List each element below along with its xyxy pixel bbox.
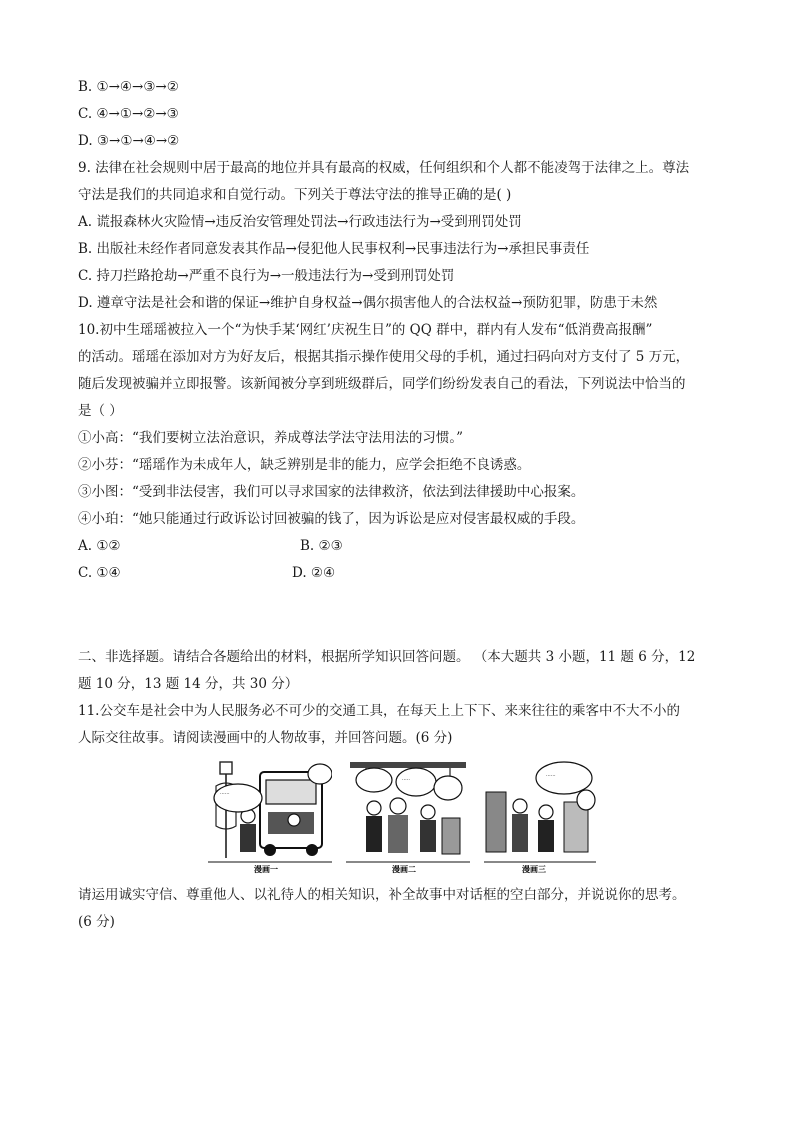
q9-stem-line2: 守法是我们的共同追求和自觉行动。下列关于尊法守法的推导正确的是( ) xyxy=(78,187,512,203)
q10-option-d: D. ②④ xyxy=(292,565,336,581)
comic-panel-3 xyxy=(484,758,596,876)
q9-stem-line1: 9. 法律在社会规则中居于最高的地位并具有最高的权威，任何组织和个人都不能凌驾于法律之上。尊法 xyxy=(78,160,690,176)
q9-option-a: A. 谎报森林火灾险情→违反治安管理处罚法→行政违法行为→受到刑罚处罚 xyxy=(78,214,522,230)
q11-task-line2: (6 分) xyxy=(78,914,115,930)
comic-panel-1 xyxy=(208,758,332,876)
comic-strip xyxy=(208,758,596,876)
q9-option-d: D. 遵章守法是社会和谐的保证→维护自身权益→偶尔损害他人的合法权益→预防犯罪，防患于未然 xyxy=(78,295,658,311)
q10-stem-line4: 是（ ） xyxy=(78,403,123,419)
q10-option-c: C. ①④ xyxy=(78,565,121,581)
q9-option-b: B. 出版社未经作者同意发表其作品→侵犯他人民事权利→民事违法行为→承担民事责任 xyxy=(78,241,590,257)
comic-caption-3: 漫画三 xyxy=(522,865,546,874)
comic-caption-2: 漫画二 xyxy=(392,865,416,874)
q10-stem-line2: 的活动。瑶瑶在添加对方为好友后，根据其指示操作使用父母的手机，通过扫码向对方支付了 5 万元， xyxy=(78,349,690,365)
q8-option-d: D. ③→①→④→② xyxy=(78,133,180,149)
q9-option-c: C. 持刀拦路抢劫→严重不良行为→一般违法行为→受到刑罚处罚 xyxy=(78,268,455,284)
q10-statement-1: ①小高：“我们要树立法治意识，养成尊法学法守法用法的习惯。” xyxy=(78,430,464,446)
comic-panel-2 xyxy=(346,758,470,876)
q10-option-a: A. ①② xyxy=(78,538,121,554)
svg-text:......: ...... xyxy=(546,772,556,778)
q10-statement-3: ③小图：“受到非法侵害，我们可以寻求国家的法律救济，依法到法律援助中心报案。 xyxy=(78,484,585,500)
q10-statement-4: ④小珀：“她只能通过行政诉讼讨回被骗的钱了，因为诉讼是应对侵害最权威的手段。 xyxy=(78,511,585,527)
q11-stem-line1: 11.公交车是社会中为人民服务必不可少的交通工具，在每天上上下下、来来往往的乘客中不大不小的 xyxy=(78,703,680,719)
q10-statement-2: ②小芬：“瑶瑶作为未成年人，缺乏辨别是非的能力，应学会拒绝不良诱惑。 xyxy=(78,457,531,473)
comic-caption-1: 漫画一 xyxy=(254,865,278,874)
svg-text:.....: ..... xyxy=(402,776,410,782)
section2-heading-line1: 二、非选择题。请结合各题给出的材料，根据所学知识回答问题。 （本大题共 3 小题，11 题 6 分，12 xyxy=(78,649,696,665)
svg-text:......: ...... xyxy=(220,790,230,796)
q10-stem-line1: 10.初中生瑶瑶被拉入一个“为快手某‘网红’庆祝生日”的 QQ 群中，群内有人发布“低消费高报酬” xyxy=(78,322,653,338)
q10-option-b: B. ②③ xyxy=(300,538,343,554)
q11-task-line1: 请运用诚实守信、尊重他人、以礼待人的相关知识，补全故事中对话框的空白部分，并说说你的思考。 xyxy=(78,887,686,903)
q8-option-c: C. ④→①→②→③ xyxy=(78,106,179,122)
q10-stem-line3: 随后发现被骗并立即报警。该新闻被分享到班级群后，同学们纷纷发表自己的看法，下列说法中恰当的 xyxy=(78,376,686,392)
q11-stem-line2: 人际交往故事。请阅读漫画中的人物故事，并回答问题。(6 分) xyxy=(78,730,453,746)
q8-option-b: B. ①→④→③→② xyxy=(78,79,179,95)
section2-heading-line2: 题 10 分，13 题 14 分，共 30 分） xyxy=(78,676,299,692)
